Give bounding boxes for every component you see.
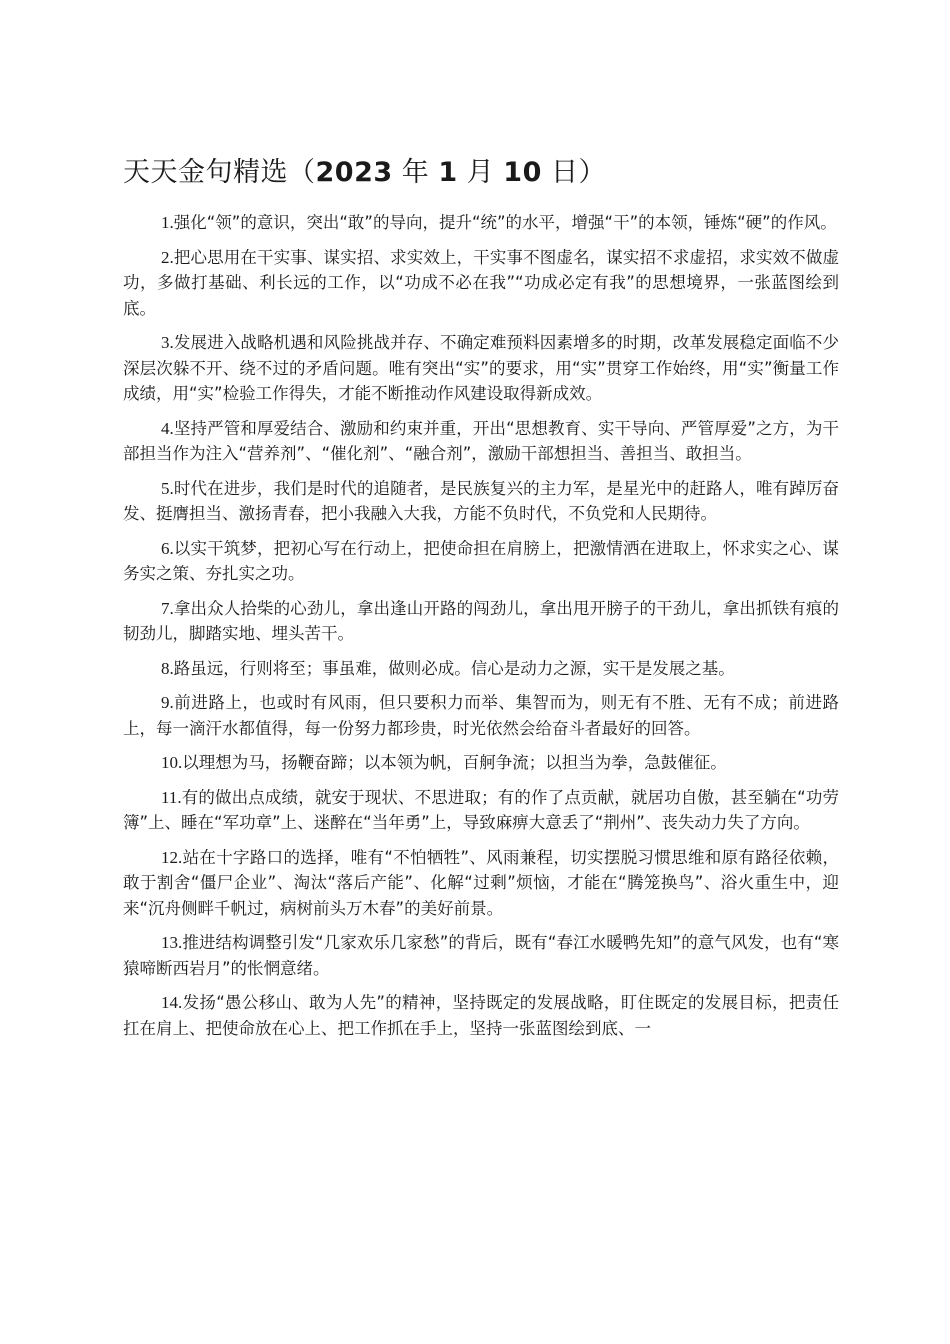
quote-paragraph [123, 210, 839, 236]
quote-text: 推进结构调整引发“几家欢乐几家愁”的背后，既有“春江水暖鸭先知”的意气风发，也有“寒猿啼断西岩月”的怅惘意绪。 [123, 933, 839, 978]
quote-number: 11. [161, 787, 182, 807]
quote-number: 13. [161, 933, 183, 952]
quote-text: 有的做出点成绩，就安于现状、不思进取；有的作了点贡献，就居功自傲，甚至躺在“功劳簿”上、睡在“军功章”上、迷醉在“当年勇”上，导致麻痹大意丢了“荆州”、丧失动力失了方向。 [123, 787, 839, 832]
quote-paragraph [123, 656, 839, 682]
quote-number: 3. [161, 333, 174, 352]
quote-text: 前进路上，也或时有风雨，但只要积力而举、集智而为，则无有不胜、无有不成；前进路上，每一滴汗水都值得，每一份努力都珍贵，时光依然会给奋斗者最好的回答。 [123, 693, 839, 738]
quote-paragraph [123, 596, 839, 647]
title-month-unit: 月 [457, 157, 504, 188]
quote-paragraph [123, 990, 839, 1041]
quote-text: 发展进入战略机遇和风险挑战并存、不确定难预料因素增多的时期，改革发展稳定面临不少深层次躲不开、绕不过的矛盾问题。唯有突出“实”的要求，用“实”贯穿工作始终，用“实”衡量工作成绩，用“实”检验工作得失，才能不断推动作风建设取得新成效。 [123, 333, 839, 403]
quote-text: 以理想为马，扬鞭奋蹄；以本领为帆，百舸争流；以担当为拳，急鼓催征。 [182, 753, 727, 772]
quote-number: 4. [161, 418, 174, 438]
quote-text: 时代在进步，我们是时代的追随者，是民族复兴的主力军，是星光中的赶路人，唯有踔厉奋发、挺膺担当、激扬青春，把小我融入大我，方能不负时代，不负党和人民期待。 [123, 478, 839, 523]
document-page [123, 0, 839, 1344]
quote-text: 把心思用在干实事、谋实招、求实效上，干实事不图虚名，谋实招不求虚招，求实效不做虚功，多做打基础、利长远的工作，以“功成不必在我”“功成必定有我”的思想境界，一张蓝图绘到底。 [123, 247, 839, 318]
quote-paragraph [123, 536, 839, 587]
quote-paragraph [123, 476, 839, 527]
quote-number: 2. [161, 247, 174, 267]
title-day: 10 [503, 157, 542, 188]
title-year: 2023 [315, 157, 393, 188]
page-title [123, 155, 606, 191]
quote-paragraph [123, 930, 839, 981]
quote-paragraph [123, 785, 839, 836]
quote-text: 路虽远，行则将至；事虽难，做则必成。信心是动力之源，实干是发展之基。 [173, 658, 735, 678]
quote-paragraph [123, 330, 839, 407]
quote-number: 7. [161, 598, 174, 618]
quote-number: 6. [161, 538, 174, 558]
title-month: 1 [438, 157, 458, 188]
quote-text: 站在十字路口的选择，唯有“不怕牺牲”、风雨兼程，切实摆脱习惯思维和原有路径依赖，敢于割舍“僵尸企业”、淘汰“落后产能”、化解“过剩”烦恼，才能在“腾笼换鸟”、浴火重生中，迎来“沉舟侧畔千帆过，病树前头万木春”的美好前景。 [123, 847, 839, 918]
quote-text: 拿出众人拾柴的心劲儿，拿出逢山开路的闯劲儿，拿出甩开膀子的干劲儿，拿出抓铁有痕的韧劲儿，脚踏实地、埋头苦干。 [123, 598, 839, 643]
quote-paragraph [123, 245, 839, 322]
quote-text: 强化“领”的意识，突出“敢”的导向，提升“统”的水平，增强“干”的本领，锤炼“硬”的作风。 [173, 213, 837, 232]
quote-text: 以实干筑梦，把初心写在行动上，把使命担在肩膀上，把激情洒在进取上，怀求实之心、谋务实之策、夯扎实之功。 [123, 538, 839, 583]
quote-paragraph [123, 750, 839, 776]
quote-number: 9. [161, 693, 174, 712]
quote-number: 5. [161, 478, 174, 498]
quote-list [123, 210, 839, 1050]
title-prefix: 天天金句精选（ [123, 157, 316, 188]
quote-paragraph [123, 416, 839, 467]
quote-number: 14. [161, 993, 183, 1012]
title-day-unit: 日） [541, 157, 606, 188]
quote-number: 10. [161, 753, 183, 772]
quote-number: 1. [161, 213, 174, 232]
quote-text: 坚持严管和厚爱结合、激励和约束并重，开出“思想教育、实干导向、严管厚爱”之方，为干部担当作为注入“营养剂”、“催化剂”、“融合剂”，激励干部想担当、善担当、敢担当。 [123, 418, 839, 463]
quote-number: 12. [161, 847, 183, 867]
quote-paragraph [123, 845, 839, 922]
title-year-unit: 年 [392, 157, 439, 188]
quote-number: 8. [161, 658, 174, 678]
quote-paragraph [123, 690, 839, 741]
quote-text: 发扬“愚公移山、敢为人先”的精神，坚持既定的发展战略，盯住既定的发展目标，把责任扛在肩上、把使命放在心上、把工作抓在手上，坚持一张蓝图绘到底、一 [123, 993, 839, 1038]
